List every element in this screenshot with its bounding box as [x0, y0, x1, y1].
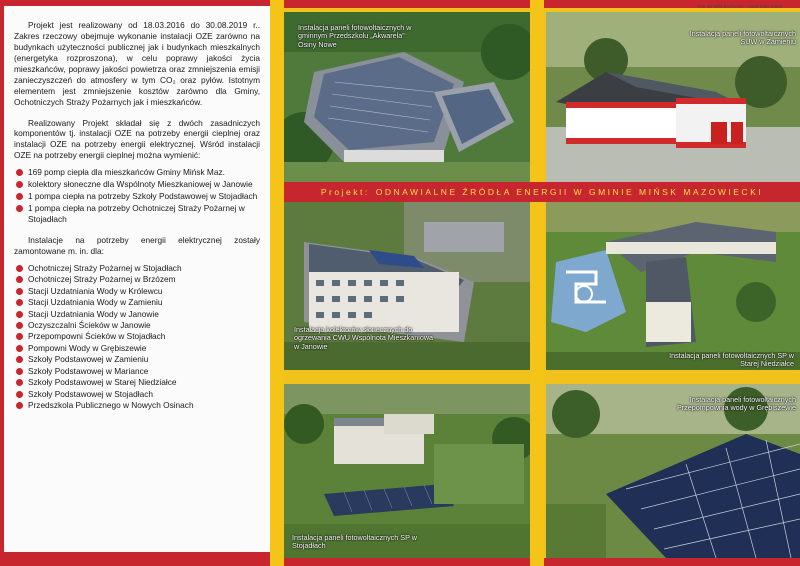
yellow-strip-middle — [530, 0, 544, 566]
list-item: Szkoły Podstawowej w Zamieniu — [28, 354, 260, 365]
banner-label: Projekt: — [320, 187, 370, 197]
components-paragraph: Realizowany Projekt składał się z dwóch zasadniczych komponentów tj. instalacji OZE na potrzeby energii cieplnej oraz instalacji OZE na potrzeby energii elektrycznej. Wśród instalacji OZE na potrzeby energii cieplnej można wymienić: — [14, 117, 260, 161]
list-item: Ochotniczej Straży Pożarnej w Brzózem — [28, 274, 260, 285]
list-item: Przepompowni Ścieków w Stojadłach — [28, 331, 260, 342]
electric-intro: Instalacje na potrzeby energii elektrycznej zostały zamontowane m. in. dla: — [14, 234, 260, 256]
photo-caption: Instalacja paneli fotowoltaicznych SUW w Zamieniu — [689, 29, 796, 47]
list-item: Stacji Uzdatniania Wody w Królewcu — [28, 286, 260, 297]
photo-grebiszew — [546, 384, 800, 558]
photo-caption: Instalacja paneli fotowoltaicznych SP w Starej Niedziałce — [669, 351, 794, 369]
list-item: kolektory słoneczne dla Wspólnoty Mieszkaniowej w Janowie — [28, 179, 260, 190]
list-item: 169 pomp ciepła dla mieszkańców Gminy Mińsk Maz. — [28, 167, 260, 178]
list-item: Pompowni Wody w Grębiszewie — [28, 343, 260, 354]
banner-title: ODNAWIALNE ŹRÓDŁA ENERGII W GMINIE MIŃSK MAZOWIECKI — [375, 187, 764, 197]
list-item: Stacji Uzdatniania Wody w Zamieniu — [28, 297, 260, 308]
photo-janow-block — [284, 202, 530, 370]
text-column — [0, 0, 270, 566]
photo-caption: Instalacja paneli fotowoltaicznych Przepompownia wody w Grębiszewie — [676, 395, 796, 413]
list-item: Szkoły Podstawowej w Stojadłach — [28, 389, 260, 400]
photo-stara-niedzialka — [546, 202, 800, 370]
photo-stojadla — [284, 384, 530, 558]
heat-list — [8, 167, 260, 225]
photo-credit: Fot. 50 Miltil Bochenek - Sasie ktdw Kolek — [698, 4, 782, 9]
intro-paragraph: Projekt jest realizowany od 18.03.2016 do 30.08.2019 r.. Zakres rzeczowy obejmuje wykonanie instalacji OZE zarówno na budynkach użyteczności publicznej jak i budynkach mieszkalnych (energetyka rozproszona), w celu poprawy jakości życia mieszkańców, poprawy jakości powietrza oraz zmniejszenia emisji zanieczyszczeń do atmosfery w tym CO₂ oraz pyłów. Istotnym elementem jest zmniejszenie kosztów zarówno dla Gminy, Ochotniczych Straży Pożarnych jak i mieszkańców. — [14, 20, 260, 107]
project-banner — [284, 182, 800, 202]
bottom-red-border — [0, 552, 270, 566]
list-item: 1 pompa ciepła na potrzeby Szkoły Podstawowej w Stojadłach — [28, 191, 260, 202]
list-item: 1 pompa ciepła na potrzeby Ochotniczej Straży Pożarnej w Stojadłach — [28, 203, 260, 225]
left-red-border — [0, 0, 4, 566]
photo-caption: Instalacja kolektorów słonecznych do ogrzewania CWU Wspólnota Mieszkaniowa w Janowie — [294, 325, 434, 351]
photo-caption: Instalacja paneli fotowoltaicznych w gminnym Przedszkolu „Akwarela” Osiny Nowe — [298, 23, 412, 49]
list-item: Szkoły Podstawowej w Mariance — [28, 366, 260, 377]
top-red-border — [0, 0, 270, 6]
photo-suw-zamienie — [546, 12, 800, 182]
list-item: Ochotniczej Straży Pożarnej w Stojadłach — [28, 263, 260, 274]
list-item: Szkoły Podstawowej w Starej Niedziałce — [28, 377, 260, 388]
photo-caption: Instalacja paneli fotowoltaicznych SP w Stojadłach — [292, 533, 417, 551]
list-item: Oczyszczalni Ścieków w Janowie — [28, 320, 260, 331]
list-item: Przedszkola Publicznego w Nowych Osinach — [28, 400, 260, 411]
yellow-strip-left — [270, 0, 284, 566]
list-item: Stacji Uzdatniania Wody w Janowie — [28, 309, 260, 320]
electric-list — [8, 263, 260, 411]
photo-kindergarten — [284, 12, 530, 182]
